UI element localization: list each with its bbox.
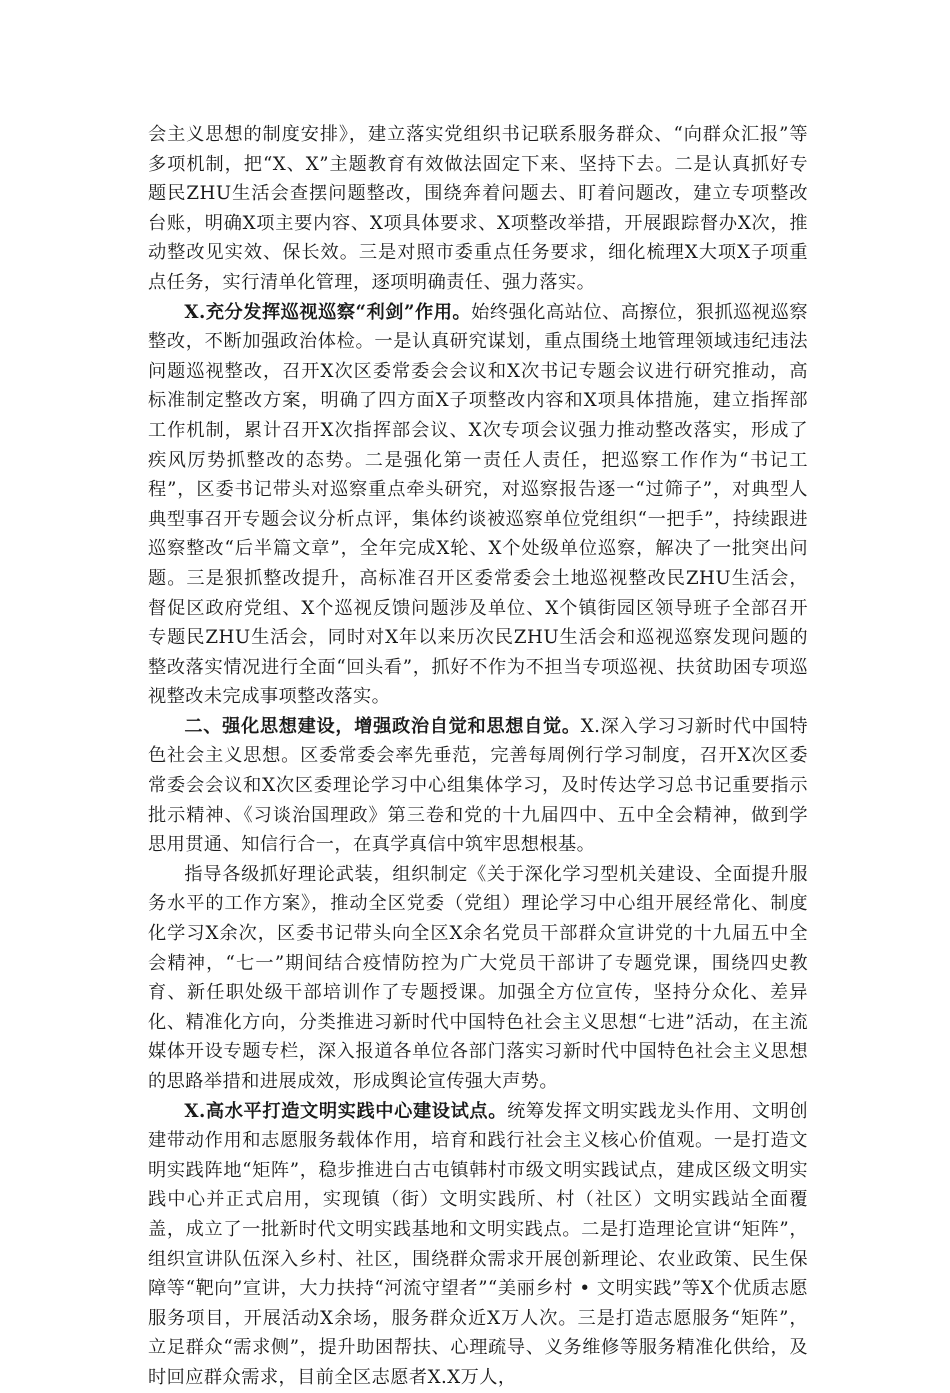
document-body bbox=[148, 120, 808, 1393]
paragraph-continuation bbox=[148, 120, 808, 298]
paragraph-text: 指导各级抓好理论武装，组织制定《关于深化学习型机关建设、全面提升服务水平的工作方案》，推动全区党委（党组）理论学习中心组开展经常化、制度化学习X余次，区委书记带头向全区X余名党员干部群众宣讲党的十九届五中全会精神，“七一”期间结合疫情防控为广大党员干部讲了专题党课，围绕四史教育、新任职处级干部培训作了专题授课。加强全方位宣传，坚持分众化、差异化、精准化方向，分类推进习新时代中国特色社会主义思想“七进”活动，在主流媒体开设专题专栏，深入报道各单位各部门落实习新时代中国特色社会主义思想的思路举措和进展成效，形成舆论宣传强大声势。 bbox=[148, 863, 808, 1092]
paragraph-text: 统筹发挥文明实践龙头作用、文明创建带动作用和志愿服务载体作用，培育和践行社会主义核心价值观。一是打造文明实践阵地“矩阵”，稳步推进白古屯镇韩村市级文明实践试点，建成区级文明实践中心并正式启用，实现镇（街）文明实践所、村（社区）文明实践站全面覆盖，成立了一批新时代文明实践基地和文明实践点。二是打造理论宣讲“矩阵”，组织宣讲队伍深入乡村、社区，围绕群众需求开展创新理论、农业政策、民生保障等“靶向”宣讲，大力扶持“河流守望者”“美丽乡村 • 文明实践”等X个优质志愿服务项目，开展活动X余场，服务群众近X万人次。三是打造志愿服务“矩阵”，立足群众“需求侧”，提升助困帮扶、心理疏导、义务维修等服务精准化供给，及时回应群众需求，目前全区志愿者X.X万人， bbox=[148, 1100, 809, 1388]
paragraph-text: X.深入学习习新时代中国特色社会主义思想。区委常委会率先垂范，完善每周例行学习制度，召开X次区委常委会会议和X次区委理论学习中心组集体学习，及时传达学习总书记重要指示批示精神、《习谈治国理政》第三卷和党的十九届四中、五中全会精神，做到学思用贯通、知信行合一，在真学真信中筑牢思想根基。 bbox=[148, 715, 808, 856]
paragraph-heading: X.充分发挥巡视巡察“利剑”作用。 bbox=[184, 301, 472, 323]
paragraph-civilization bbox=[148, 1097, 808, 1393]
paragraph-heading: X.高水平打造文明实践中心建设试点。 bbox=[184, 1100, 508, 1122]
section-heading: 二、强化思想建设，增强政治自觉和思想自觉。 bbox=[184, 715, 581, 737]
paragraph-theory bbox=[148, 860, 808, 1097]
paragraph-text: 始终强化高站位、高擦位，狠抓巡视巡察整改，不断加强政治体检。一是认真研究谋划，重点围绕土地管理领域违纪违法问题巡视整改，召开X次区委常委会会议和X次书记专题会议进行研究推动，高标准制定整改方案，明确了四方面X子项整改内容和X项具体措施，建立指挥部工作机制，累计召开X次指挥部会议、X次专项会议强力推动整改落实，形成了疾风厉势抓整改的态势。二是强化第一责任人责任，把巡察工作作为“书记工程”，区委书记带头对巡察重点牵头研究，对巡察报告逐一“过筛子”，对典型人典型事召开专题会议分析点评，集体约谈被巡察单位党组织“一把手”，持续跟进巡察整改“后半篇文章”，全年完成X轮、X个处级单位巡察，解决了一批突出问题。三是狠抓整改提升，高标准召开区委常委会土地巡视整改民ZHU生活会，督促区政府党组、X个巡视反馈问题涉及单位、X个镇街园区领导班子全部召开专题民ZHU生活会，同时对X年以来历次民ZHU生活会和巡视巡察发现问题的整改落实情况进行全面“回头看”，抓好不作为不担当专项巡视、扶贫助困专项巡视整改未完成事项整改落实。 bbox=[148, 301, 808, 708]
paragraph-text: 会主义思想的制度安排》，建立落实党组织书记联系服务群众、“向群众汇报”等多项机制，把“X、X”主题教育有效做法固定下来、坚持下去。二是认真抓好专题民ZHU生活会查摆问题整改，围绕奔着问题去、盯着问题改，建立专项整改台账，明确X项主要内容、X项具体要求、X项整改举措，开展跟踪督办X次，推动整改见实效、保长效。三是对照市委重点任务要求，细化梳理X大项X子项重点任务，实行清单化管理，逐项明确责任、强力落实。 bbox=[148, 124, 808, 293]
paragraph-ideology bbox=[148, 712, 808, 860]
paragraph-inspection bbox=[148, 298, 808, 712]
